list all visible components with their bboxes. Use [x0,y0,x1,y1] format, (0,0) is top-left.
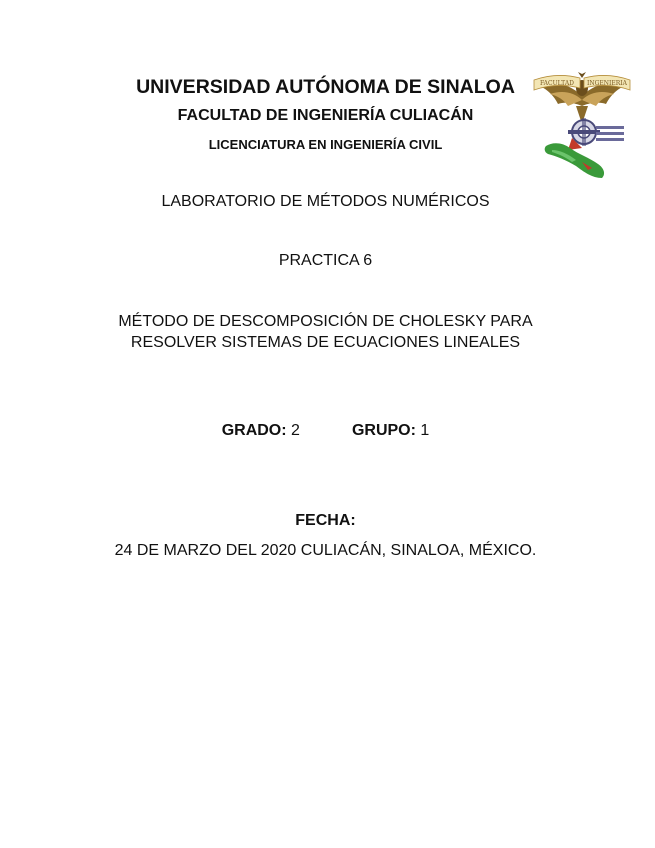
faculty-name: FACULTAD DE INGENIERÍA CULIACÁN [177,107,474,124]
logo-ribbon-right: INGENIERIA [586,80,628,87]
university-name: UNIVERSIDAD AUTÓNOMA DE SINALOA [136,76,515,98]
grade-label: GRADO: [221,422,287,439]
group-label: GRUPO: [351,422,416,439]
practice-number: PRACTICA 6 [278,252,373,269]
group-value: 1 [420,422,430,439]
method-title-line-2: RESOLVER SISTEMAS DE ECUACIONES LINEALES [130,334,521,351]
lab-title: LABORATORIO DE MÉTODOS NUMÉRICOS [161,193,490,210]
degree-name: LICENCIATURA EN INGENIERÍA CIVIL [208,137,443,152]
grade-value: 2 [291,422,300,439]
faculty-emblem-icon [532,66,632,184]
date-label: FECHA: [295,512,356,529]
method-title-line-1: MÉTODO DE DESCOMPOSICIÓN DE CHOLESKY PARA [118,313,533,330]
grade-group-row [0,422,653,440]
date-value: 24 DE MARZO DEL 2020 CULIACÁN, SINALOA, MÉXICO. [114,542,537,559]
logo-ribbon-left: FACULTAD [540,80,574,87]
